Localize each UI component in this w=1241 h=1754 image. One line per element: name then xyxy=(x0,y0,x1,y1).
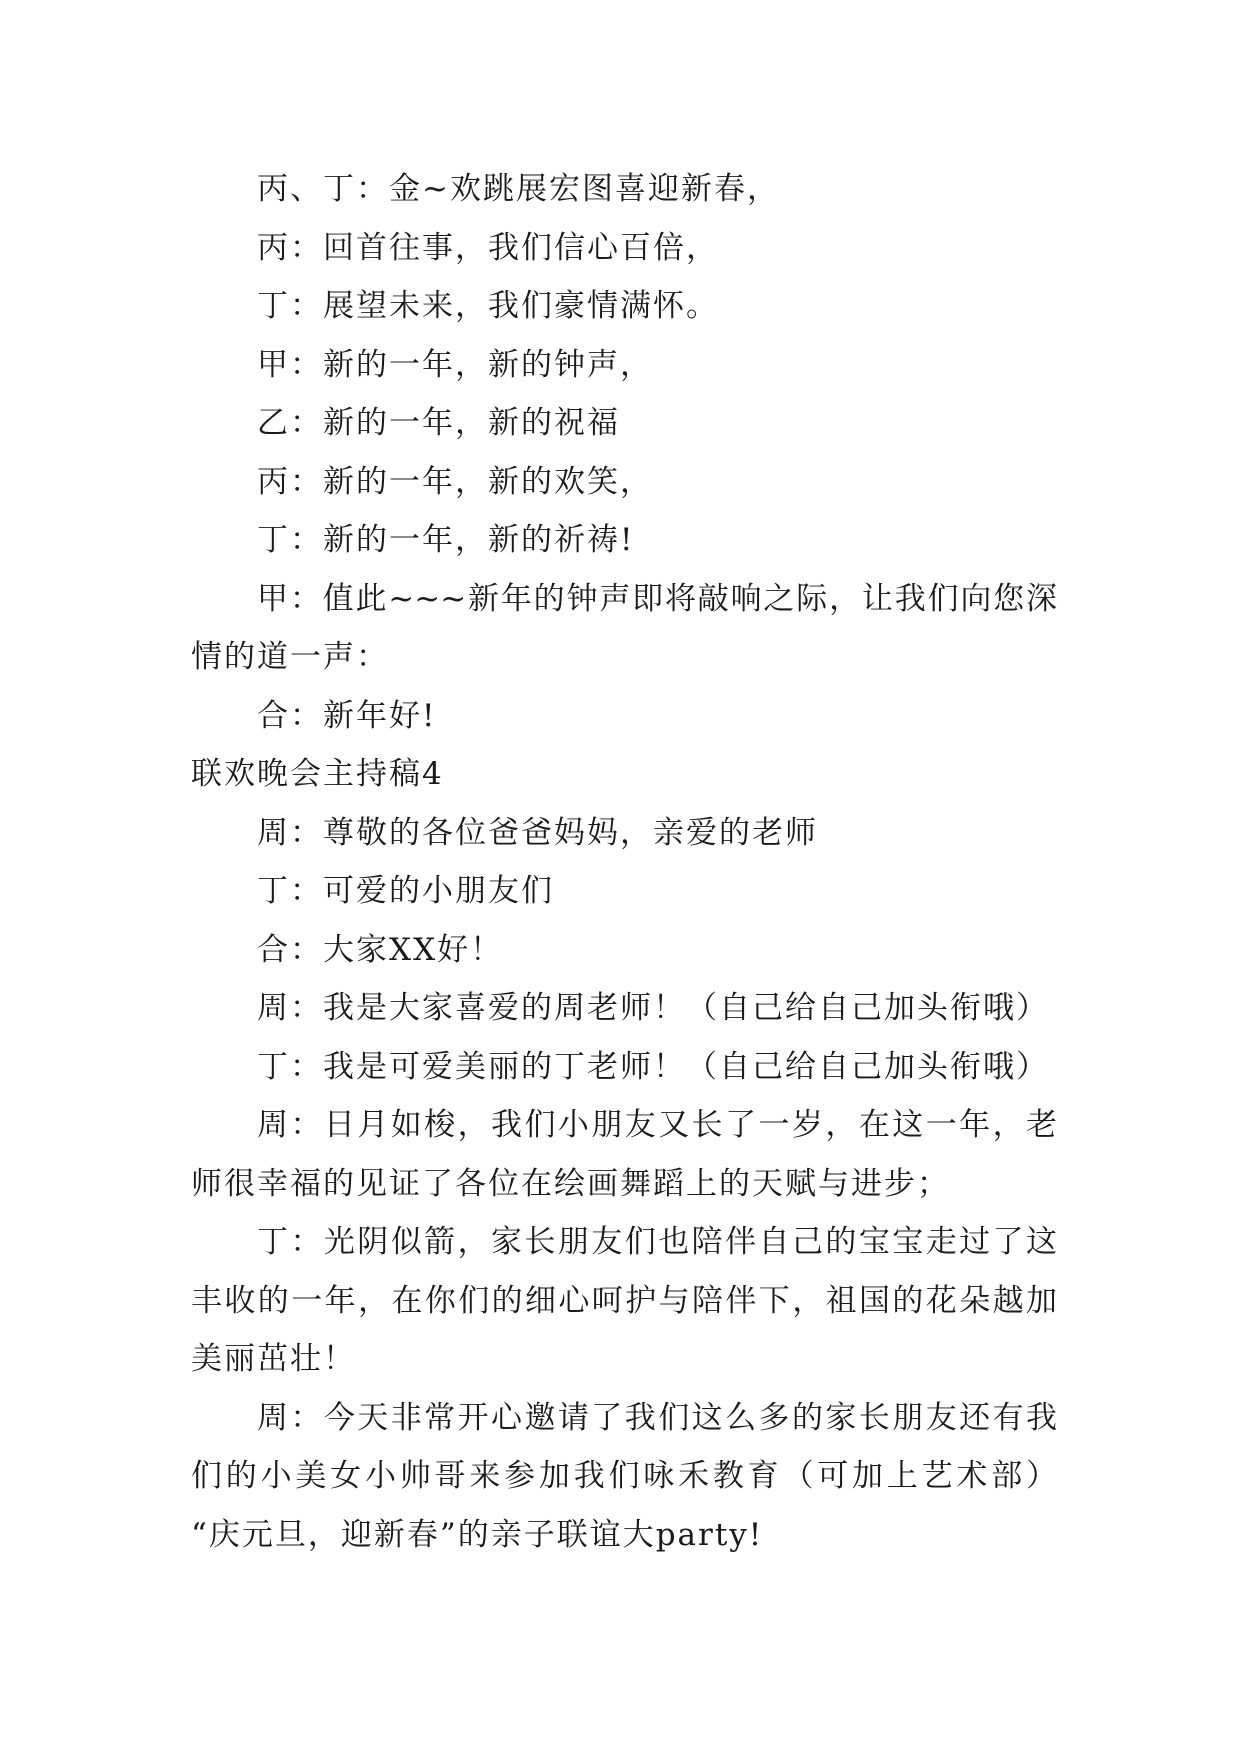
text-line: 丁：我是可爱美丽的丁老师！（自己给自己加头衔哦） xyxy=(257,1048,1049,1085)
text-line: 甲：值此~~~新年的钟声即将敲响之际，让我们向您深 xyxy=(257,580,1057,617)
text-line: 们的小美女小帅哥来参加我们咏禾教育（可加上艺术部） xyxy=(191,1458,1057,1494)
text-line: 师很幸福的见证了各位在绘画舞蹈上的天赋与进步； xyxy=(191,1165,950,1202)
text-line: “庆元旦，迎新春”的亲子联谊大party! xyxy=(191,1516,764,1553)
text-line: 丁：光阴似箭，家长朋友们也陪伴自己的宝宝走过了这 xyxy=(257,1224,1057,1260)
text-line: 丙：新的一年，新的欢笑， xyxy=(257,463,653,500)
section-heading: 联欢晚会主持稿4 xyxy=(191,756,444,792)
text-line: 情的道一声： xyxy=(191,639,389,675)
text-line: 丁：可爱的小朋友们 xyxy=(257,873,554,909)
text-line: 周：日月如梭，我们小朋友又长了一岁，在这一年，老 xyxy=(257,1107,1057,1143)
text-line: 丙、丁：金~欢跳展宏图喜迎新春， xyxy=(257,171,780,207)
text-line: 丁：新的一年，新的祈祷! xyxy=(257,522,635,558)
text-line: 美丽茁壮！ xyxy=(191,1341,356,1377)
text-line: 周：我是大家喜爱的周老师！（自己给自己加头衔哦） xyxy=(257,990,1049,1026)
text-line: 丁：展望未来，我们豪情满怀。 xyxy=(257,288,719,324)
text-line: 丙：回首往事，我们信心百倍， xyxy=(257,229,719,266)
document-body xyxy=(191,160,1057,1564)
text-line: 丰收的一年，在你们的细心呵护与陪伴下，祖国的花朵越加 xyxy=(191,1282,1057,1319)
text-line: 合：新年好! xyxy=(257,697,437,734)
text-line: 周：尊敬的各位爸爸妈妈，亲爱的老师 xyxy=(257,814,818,851)
text-line: 周：今天非常开心邀请了我们这么多的家长朋友还有我 xyxy=(257,1399,1057,1436)
text-line: 甲：新的一年，新的钟声， xyxy=(257,346,653,383)
text-line: 乙：新的一年，新的祝福 xyxy=(257,405,620,441)
text-line: 合：大家XX好！ xyxy=(257,931,504,968)
